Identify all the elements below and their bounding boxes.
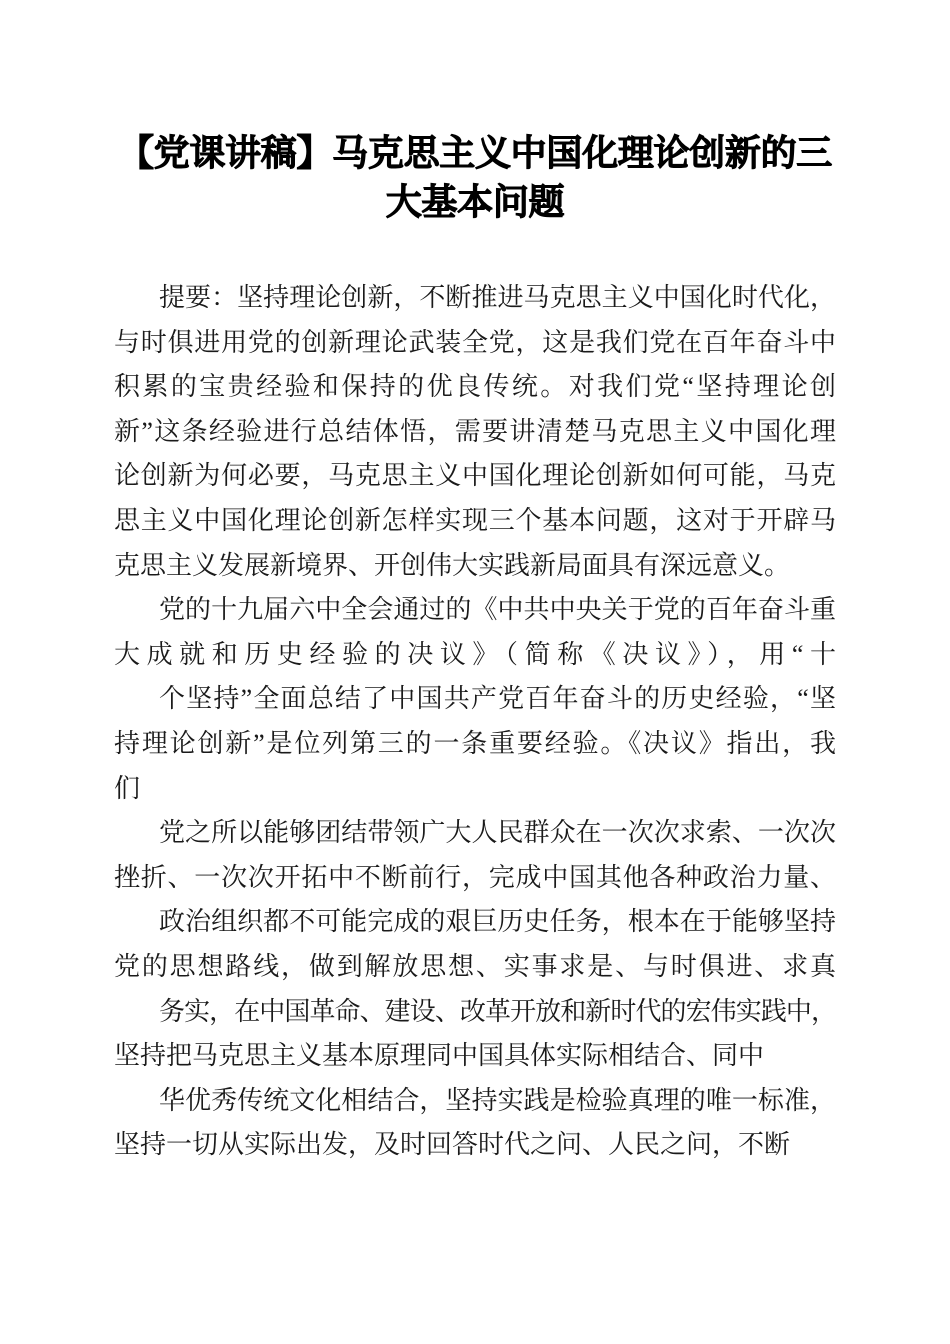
document-body: [114, 276, 836, 1168]
body-line: 挫折、一次次开拓中不断前行，完成中国其他各种政治力量、: [114, 862, 836, 892]
body-line: 务实，在中国革命、建设、改革开放和新时代的宏伟实践中，: [159, 996, 836, 1026]
body-line: 大成就和历史经验的决议》（简称《决议》），用“十: [114, 639, 836, 669]
body-line: 坚持把马克思主义基本原理同中国具体实际相结合、同中: [114, 1041, 765, 1071]
body-line: 新”这条经验进行总结体悟，需要讲清楚马克思主义中国化理: [114, 416, 836, 446]
title-line-1: 【党课讲稿】马克思主义中国化理论创新的三: [117, 133, 832, 173]
body-line: 党之所以能够团结带领广大人民群众在一次次求索、一次次: [159, 818, 836, 848]
body-line: 个坚持”全面总结了中国共产党百年奋斗的历史经验，“坚: [159, 684, 836, 714]
body-line: 与时俱进用党的创新理论武装全党，这是我们党在百年奋斗中: [114, 327, 836, 357]
body-line: 华优秀传统文化相结合，坚持实践是检验真理的唯一标准，: [159, 1085, 836, 1115]
body-line: 克思主义发展新境界、开创伟大实践新局面具有深远意义。: [114, 550, 791, 580]
body-line: 持理论创新”是位列第三的一条重要经验。《决议》指出，我: [114, 728, 836, 758]
body-line: 们: [114, 773, 141, 803]
body-line: 坚持一切从实际出发，及时回答时代之问、人民之问，不断: [114, 1130, 791, 1160]
body-line: 提要：坚持理论创新，不断推进马克思主义中国化时代化，: [159, 283, 836, 312]
body-line: 党的思想路线，做到解放思想、实事求是、与时俱进、求真: [114, 951, 836, 981]
body-line: 积累的宝贵经验和保持的优良传统。对我们党“坚持理论创: [114, 372, 836, 402]
body-line: 论创新为何必要，马克思主义中国化理论创新如何可能，马克: [114, 461, 836, 491]
title-line-2: 大基本问题: [385, 182, 565, 222]
body-line: 思主义中国化理论创新怎样实现三个基本问题，这对于开辟马: [114, 505, 836, 535]
body-line: 政治组织都不可能完成的艰巨历史任务，根本在于能够坚持: [159, 907, 836, 937]
body-line: 党的十九届六中全会通过的《中共中央关于党的百年奋斗重: [159, 595, 836, 625]
document-title: [114, 129, 836, 227]
